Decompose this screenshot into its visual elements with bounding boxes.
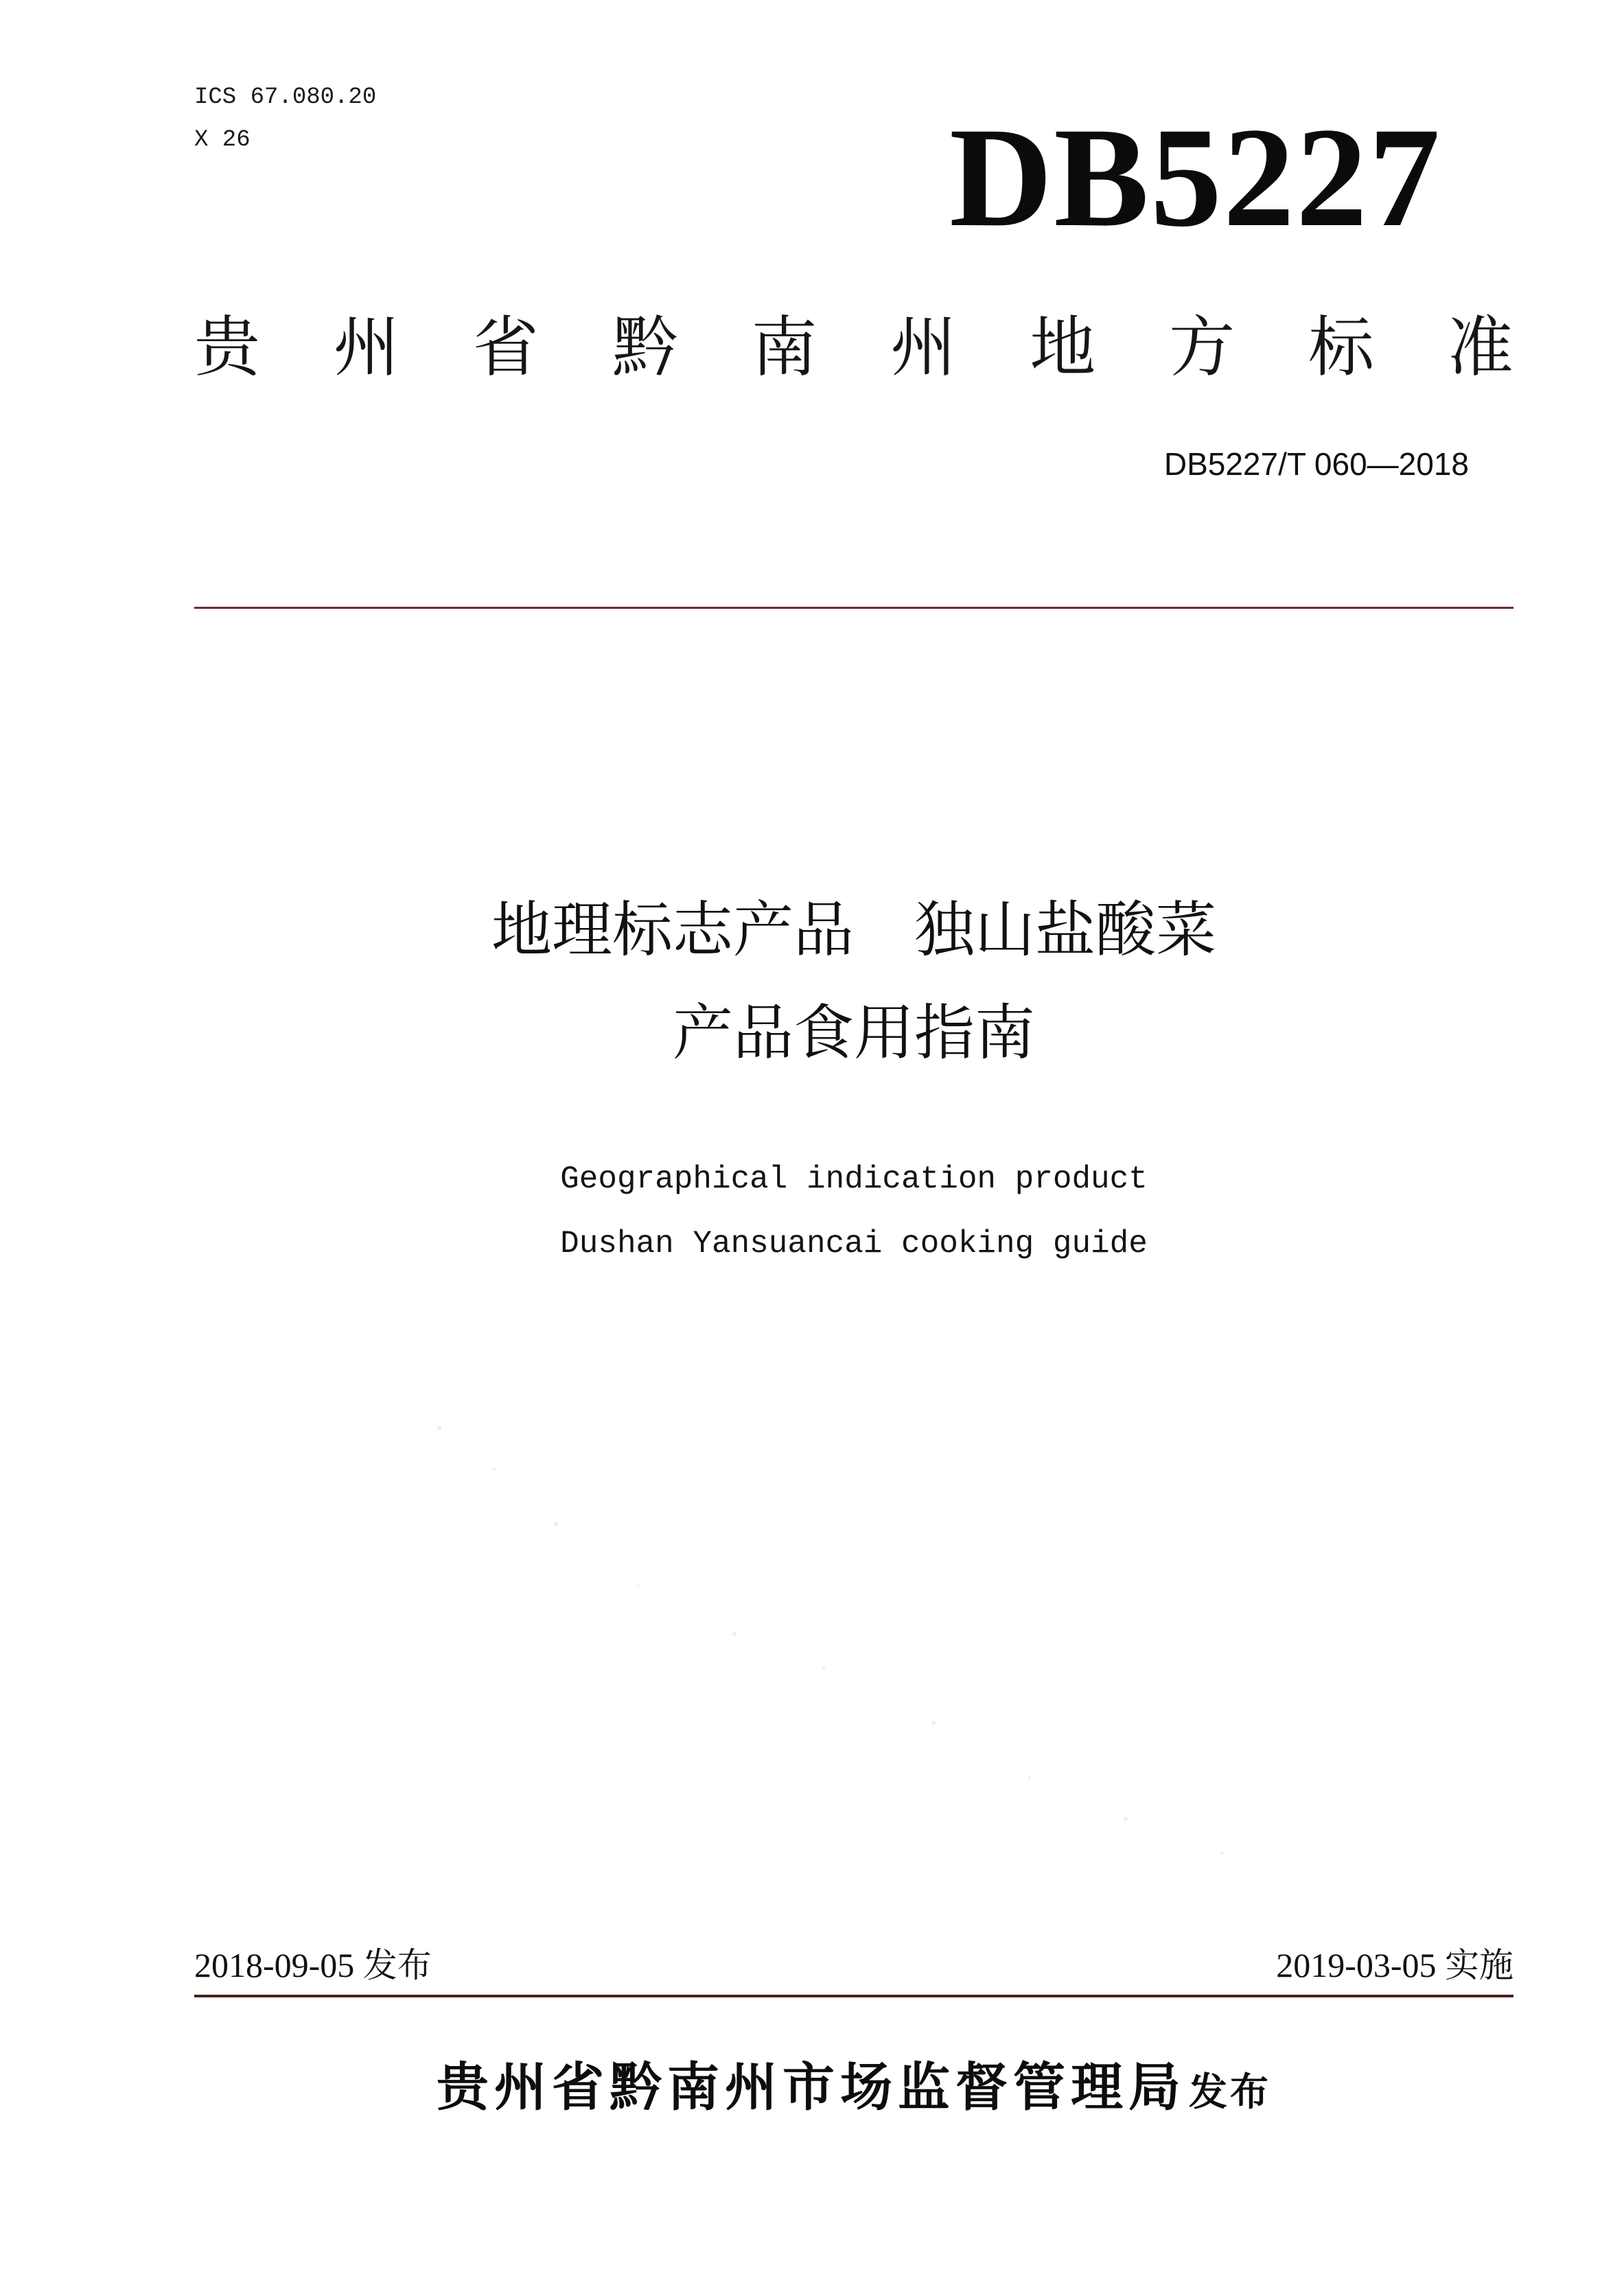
standard-type-char: 准 [1447,308,1513,386]
ics-code: ICS 67.080.20 [194,84,377,111]
standard-type-char: 州 [333,308,399,386]
header-divider [194,607,1513,609]
scan-speckle-decoration [412,1407,1304,1888]
standard-code-logo: DB5227 [949,98,1441,256]
standard-type-char: 州 [890,308,957,386]
standard-type-char: 贵 [194,308,260,386]
publisher-name: 贵州省黔南州市场监督管理局 [437,2056,1186,2118]
chinese-title-line-1: 地理标志产品 独山盐酸菜 [491,894,1216,965]
classification-code: X 26 [194,127,251,153]
standard-number: DB5227/T 060—2018 [1163,446,1469,482]
footer-divider [194,1995,1513,1997]
publisher [194,2045,1513,2120]
issue-date: 2018-09-05 发布 [194,1946,432,1984]
standard-type-char: 方 [1169,308,1236,386]
standard-type-char: 标 [1308,308,1374,386]
standard-type-char: 黔 [612,308,678,386]
english-title-line-2: Dushan Yansuancai cooking guide [560,1226,1148,1262]
standard-type-char: 省 [472,308,539,386]
chinese-title-line-2: 产品食用指南 [672,997,1035,1068]
publisher-suffix: 发布 [1189,2070,1271,2115]
implementation-date: 2019-03-05 实施 [1276,1946,1513,1984]
standard-type-char: 南 [751,308,817,386]
english-title-line-1: Geographical indication product [560,1161,1148,1197]
standard-type-char: 地 [1030,308,1096,386]
standard-type-title [194,294,1513,390]
